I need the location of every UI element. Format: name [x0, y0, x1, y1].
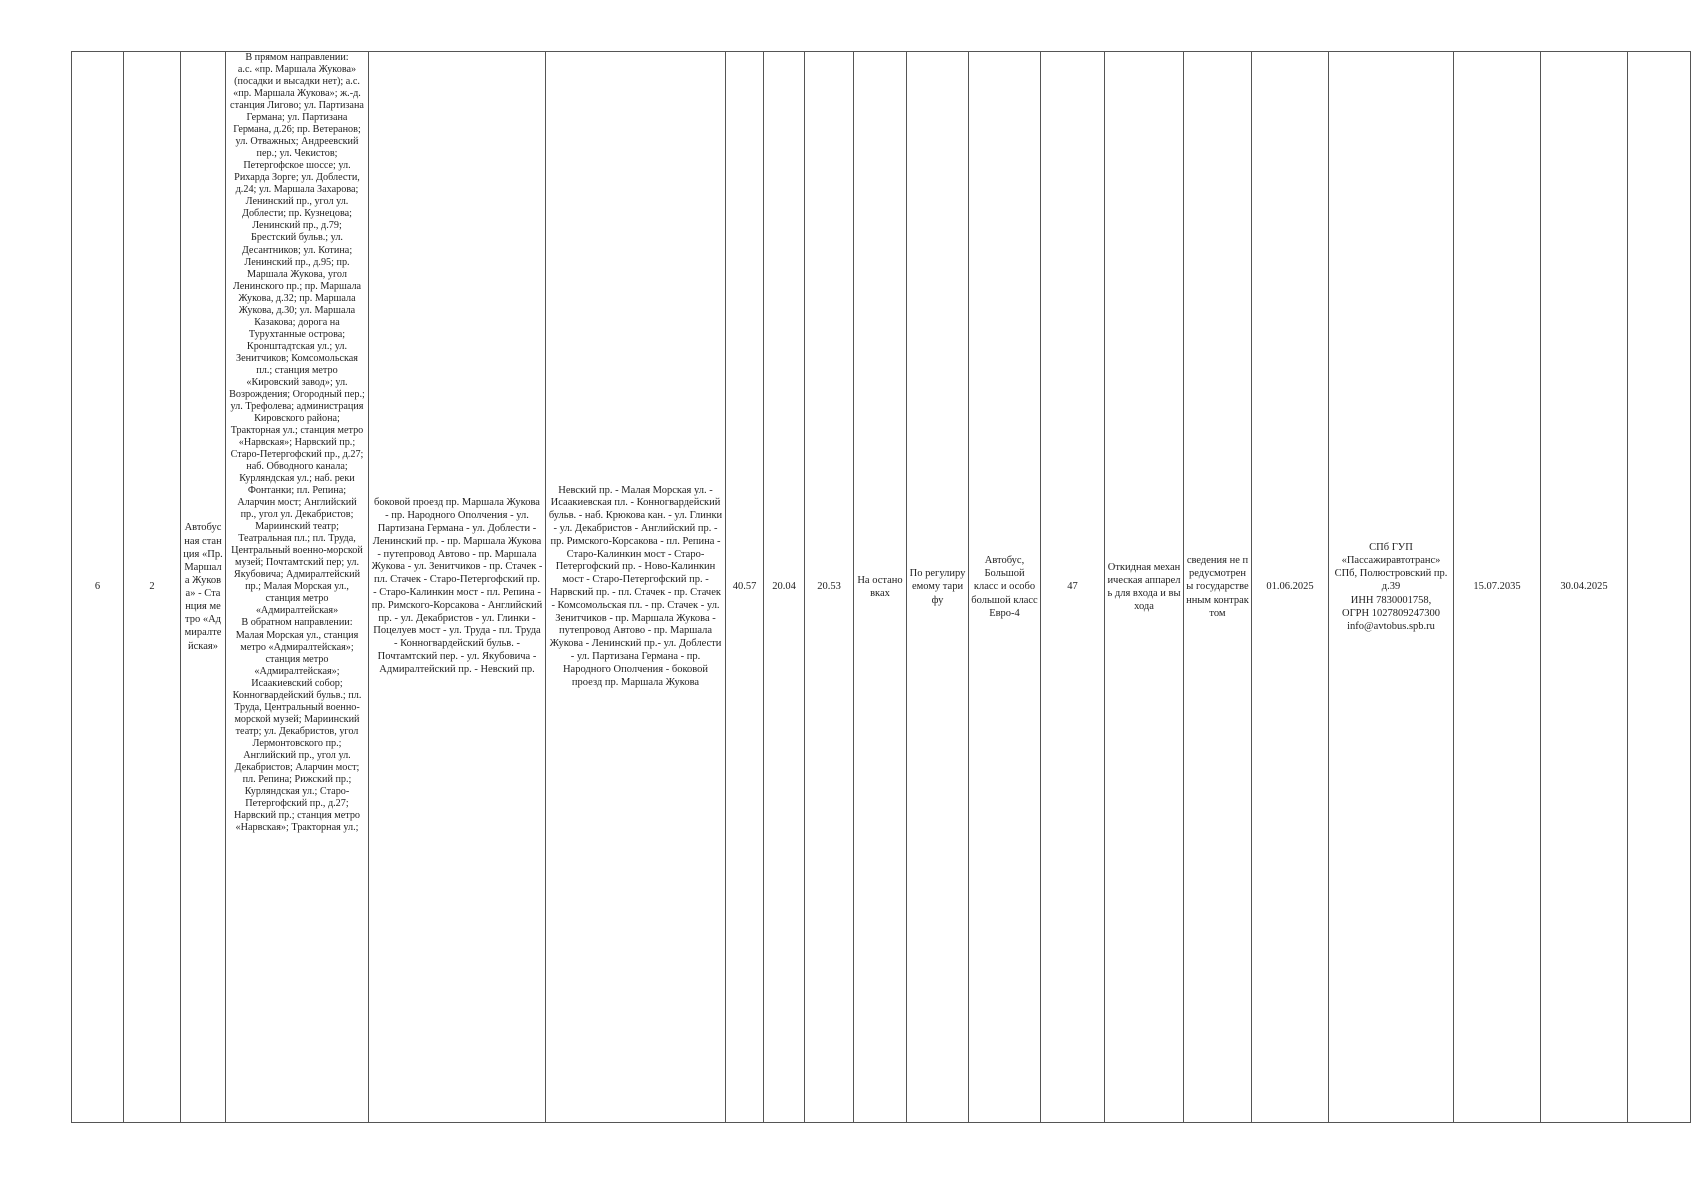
length-back-cell: 20.04 [764, 52, 805, 1123]
date-two-cell: 15.07.2035 [1454, 52, 1541, 1123]
length-total-cell: 20.53 [805, 52, 854, 1123]
stops-back-list: Малая Морская ул., станция метро «Адмиралтейская»; станция метро «Адмиралтейская»; Исаакиевский собор; Конногвардейский бульв.; пл. Труда, Центральный военно-морской музей; Мариинский театр; ул. Декабристов, угол Лермонтовского пр.; Английский пр., угол ул. Декабристов; Аларчин мост; пл. Репина; Рижский пр.; Курляндская ул.; Старо-Петергофский пр., д.27; Нарвский пр.; станция метро «Нарвская»; Тракторная ул.; [232, 629, 362, 833]
row-number-cell: 6 [72, 52, 124, 1123]
route-number-cell: 2 [124, 52, 181, 1123]
carrier-email: info@avtobus.spb.ru [1347, 620, 1435, 632]
carrier-cell [1329, 52, 1454, 1123]
tariff-cell: По регулируемому тарифу [907, 52, 969, 1123]
vehicle-count-cell: 47 [1041, 52, 1105, 1123]
vehicle-type-cell: Автобус, Большой класс и особо большой класс Евро-4 [969, 52, 1041, 1123]
streets-forward-cell: боковой проезд пр. Маршала Жукова - пр. Народного Ополчения - ул. Партизана Германа - ул. Доблести - Ленинский пр. - пр. Маршала Жукова - путепровод Автово - пр. Маршала Жукова - ул. Зенитчиков - пр. Стачек - пл. Стачек - Старо-Петергофский пр. - Старо-Калинкин мост - пл. Репина - пр. Римского-Корсакова - Английский пр. - ул. Декабристов - ул. Глинки - Поцелуев мост - ул. Труда - пл. Труда - Конногвардейский бульв. - Почтамтский пер. - ул. Якубовича - Адмиралтейский пр. - Невский пр. [369, 52, 546, 1123]
equipment-cell: Откидная механическая аппарель для входа и выхода [1105, 52, 1184, 1123]
stops-forward-heading: В прямом направлении: [245, 52, 349, 63]
stops-forward-list: а.с. «пр. Маршала Жукова» (посадки и высадки нет); а.с. «пр. Маршала Жукова»; ж.-д. станция Лигово; ул. Партизана Германа; ул. Партизана Германа, д.26; пр. Ветеранов; ул. Отважных; Андреевский пер.; ул. Чекистов; Петергофское шоссе; ул. Рихарда Зорге; ул. Доблести, д.24; ул. Маршала Захарова; Ленинский пр., угол ул. Доблести; пр. Кузнецова; Ленинский пр., д.79; Брестский бульв.; ул. Десантников; ул. Котина; Ленинский пр., д.95; пр. Маршала Жукова, угол Ленинского пр.; пр. Маршала Жукова, д.32; пр. Маршала Жукова, д.30; ул. Маршала Казакова; дорога на Турухтанные острова; Кронштадтская ул.; ул. Зенитчиков; Комсомольская пл.; станция метро «Кировский завод»; ул. Возрождения; Огородный пер.; ул. Трефолева; администрация Кировского района; Тракторная ул.; станция метро «Нарвская»; Нарвский пр.; Старо-Петергофский пр., д.27; наб. Обводного канала; Курляндская ул.; наб. реки Фонтанки; пл. Репина; Аларчин мост; Английский пр., угол ул. Декабристов; Мариинский театр; Театральная пл.; пл. Труда, Центральный военно-морской музей; Почтамтский пер; ул. Якубовича; Адмиралтейский пр.; Малая Морская ул., станция метро «Адмиралтейская» [229, 64, 365, 617]
route-name-cell: Автобусная станция «Пр. Маршала Жукова» - Станция метро «Адмиралтейская» [181, 52, 226, 1123]
contract-info-cell: сведения не предусмотрены государственным контрактом [1184, 52, 1252, 1123]
table-row [72, 52, 1691, 1123]
route-registry-table [71, 51, 1691, 1123]
carrier-inn: ИНН 7830001758, [1350, 594, 1432, 606]
boarding-order-cell: На остановках [854, 52, 907, 1123]
length-forward-cell: 40.57 [726, 52, 764, 1123]
stops-cell [226, 52, 369, 1123]
carrier-address: СПб, Полюстровский пр. д.39 [1334, 568, 1448, 593]
start-date-cell: 01.06.2025 [1252, 52, 1329, 1123]
streets-back-cell: Невский пр. - Малая Морская ул. - Исаакиевская пл. - Конногвардейский бульв. - наб. Крюкова кан. - ул. Глинки - ул. Декабристов - Английский пр. - пр. Римского-Корсакова - пл. Репина - Старо-Калинкин мост - Старо-Петергофский пр. - Ново-Калинкин мост - Старо-Петергофский пр. - Нарвский пр. - пл. Стачек - пр. Стачек - Комсомольская пл. - пр. Стачек - ул. Зенитчиков - пр. Маршала Жукова - путепровод Автово - пр. Маршала Жукова - Ленинский пр.- ул. Доблести - ул. Партизана Германа - пр. Народного Ополчения - боковой проезд пр. Маршала Жукова [546, 52, 726, 1123]
date-three-cell: 30.04.2025 [1541, 52, 1628, 1123]
carrier-ogrn: ОГРН 1027809247300 [1342, 607, 1440, 619]
carrier-name: СПб ГУП «Пассажиравтотранс» [1341, 542, 1441, 567]
last-cell [1628, 52, 1691, 1123]
stops-back-heading: В обратном направлении: [241, 617, 353, 629]
